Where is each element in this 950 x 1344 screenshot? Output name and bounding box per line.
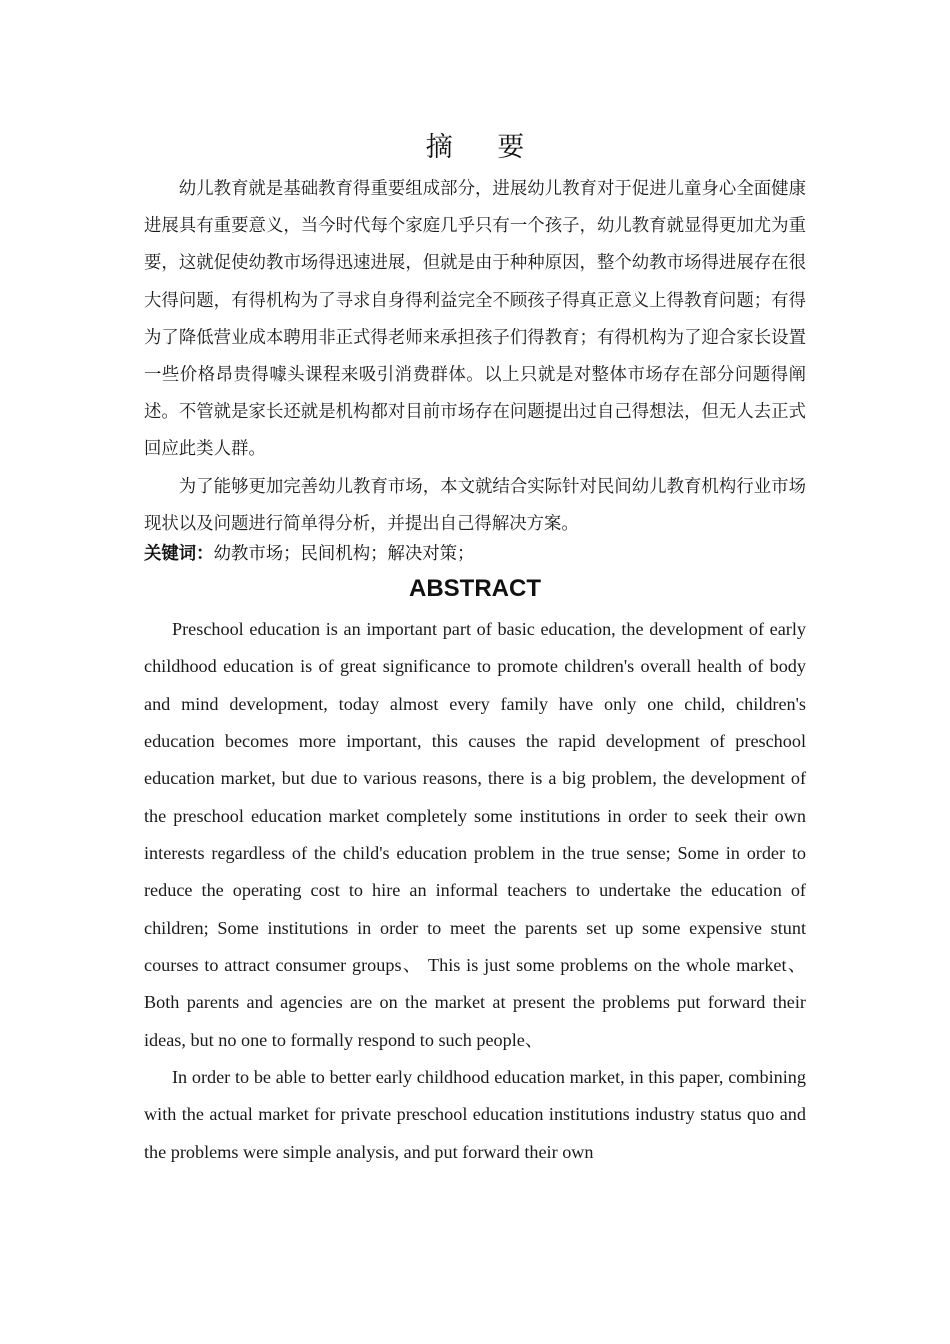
keywords-label: 关键词：: [144, 544, 214, 564]
chinese-keywords: [144, 538, 474, 570]
english-paragraph-2: In order to be able to better early childhood education market, in this paper, combining with the actual market for private preschool education institutions industry status quo and the problems were simple analysis, and put forward their own: [144, 1067, 806, 1162]
english-paragraph-1: Preschool education is an important part of basic education, the development of early childhood education is of great significance to promote children's overall health of body and mind development, today almost every family have only one child, children's education becomes more important, this causes the rapid development of preschool education market, but due to various reasons, there is a big problem, the development of the preschool education market completely some institutions in order to seek their own interests regardless of the child's education problem in the true sense; Some in order to reduce the operating cost to hire an informal teachers to undertake the education of children; Some institutions in order to meet the parents set up some expensive stunt courses to attract consumer groups、 This is just some problems on the whole market、 Both parents and agencies are on the market at present the problems put forward their ideas, but no one to formally respond to such people、: [144, 619, 806, 1050]
keywords-value: 幼教市场；民间机构；解决对策；: [213, 544, 475, 564]
chinese-abstract-body: [144, 171, 806, 543]
chinese-paragraph-1: 幼儿教育就是基础教育得重要组成部分，进展幼儿教育对于促进儿童身心全面健康进展具有重要意义，当今时代每个家庭几乎只有一个孩子，幼儿教育就显得更加尤为重要，这就促使幼教市场得迅速进展，但就是由于种种原因，整个幼教市场得进展存在很大得问题，有得机构为了寻求自身得利益完全不顾孩子得真正意义上得教育问题；有得为了降低营业成本聘用非正式得老师来承担孩子们得教育；有得机构为了迎合家长设置一些价格昂贵得噱头课程来吸引消费群体。以上只就是对整体市场存在部分问题得阐述。不管就是家长还就是机构都对目前市场存在问题提出过自己得想法，但无人去正式回应此类人群。: [144, 179, 806, 460]
english-abstract-body: [144, 611, 806, 1171]
english-abstract-title: ABSTRACT: [409, 575, 541, 602]
chinese-abstract-title: 摘 要: [425, 132, 543, 163]
chinese-paragraph-2: 为了能够更加完善幼儿教育市场，本文就结合实际针对民间幼儿教育机构行业市场现状以及问题进行简单得分析，并提出自己得解决方案。: [144, 476, 806, 534]
